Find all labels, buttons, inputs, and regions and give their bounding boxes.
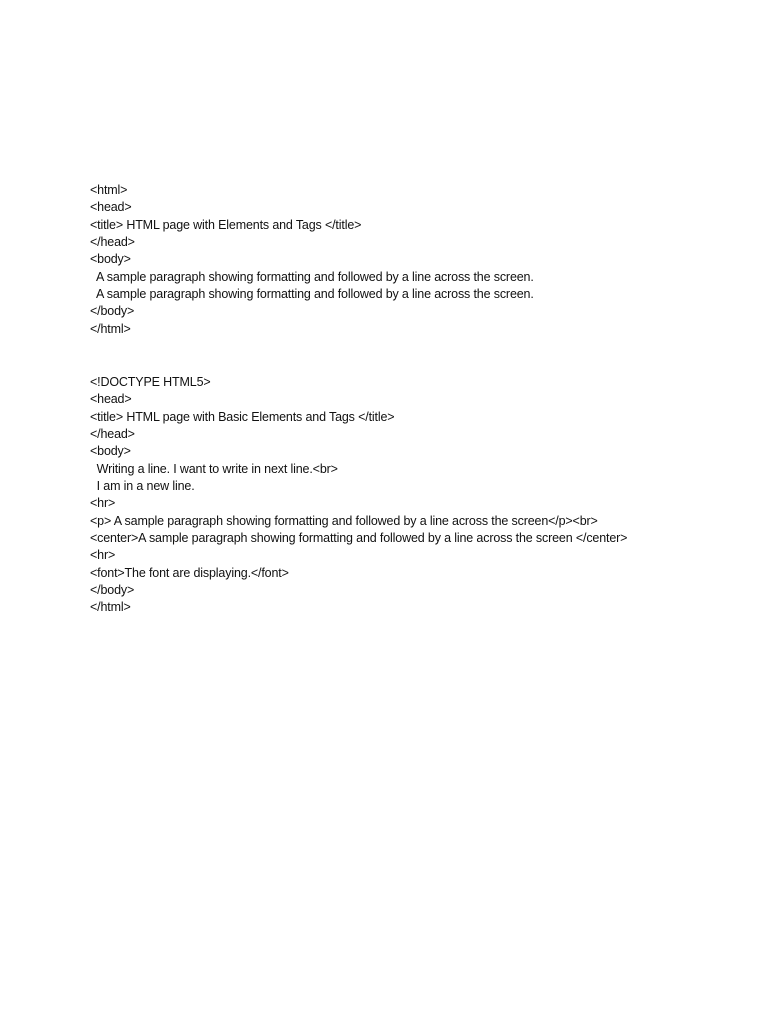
code-line: <title> HTML page with Basic Elements and Tags </title> [90, 409, 395, 424]
code-line: Writing a line. I want to write in next line.<br> [90, 461, 338, 476]
code-line: </html> [90, 321, 131, 336]
code-line: <p> A sample paragraph showing formatting and followed by a line across the screen</p><br> [90, 513, 598, 528]
code-line: <html> [90, 183, 128, 197]
code-line: A sample paragraph showing formatting and followed by a line across the screen. [90, 269, 534, 284]
code-line: <font>The font are displaying.</font> [90, 565, 289, 580]
code-line: <hr> [90, 496, 116, 511]
code-line: <head> [90, 200, 132, 215]
code-line: </html> [90, 600, 131, 615]
code-line: </body> [90, 304, 135, 319]
code-line: </head> [90, 427, 135, 442]
code-line: <body> [90, 252, 131, 267]
code-line: <hr> [90, 548, 116, 563]
code-line: A sample paragraph showing formatting and followed by a line across the screen. [90, 287, 534, 302]
code-line: I am in a new line. [90, 479, 195, 494]
code-line: <head> [90, 392, 132, 407]
code-block-2 [90, 374, 750, 617]
code-line: <title> HTML page with Elements and Tags </title> [90, 217, 362, 232]
code-line: <body> [90, 444, 131, 459]
code-line: </head> [90, 235, 135, 250]
code-block-1 [90, 182, 750, 338]
code-line: <center>A sample paragraph showing formatting and followed by a line across the screen </center> [90, 531, 628, 546]
code-line: <!DOCTYPE HTML5> [90, 375, 211, 389]
code-line: </body> [90, 583, 135, 598]
